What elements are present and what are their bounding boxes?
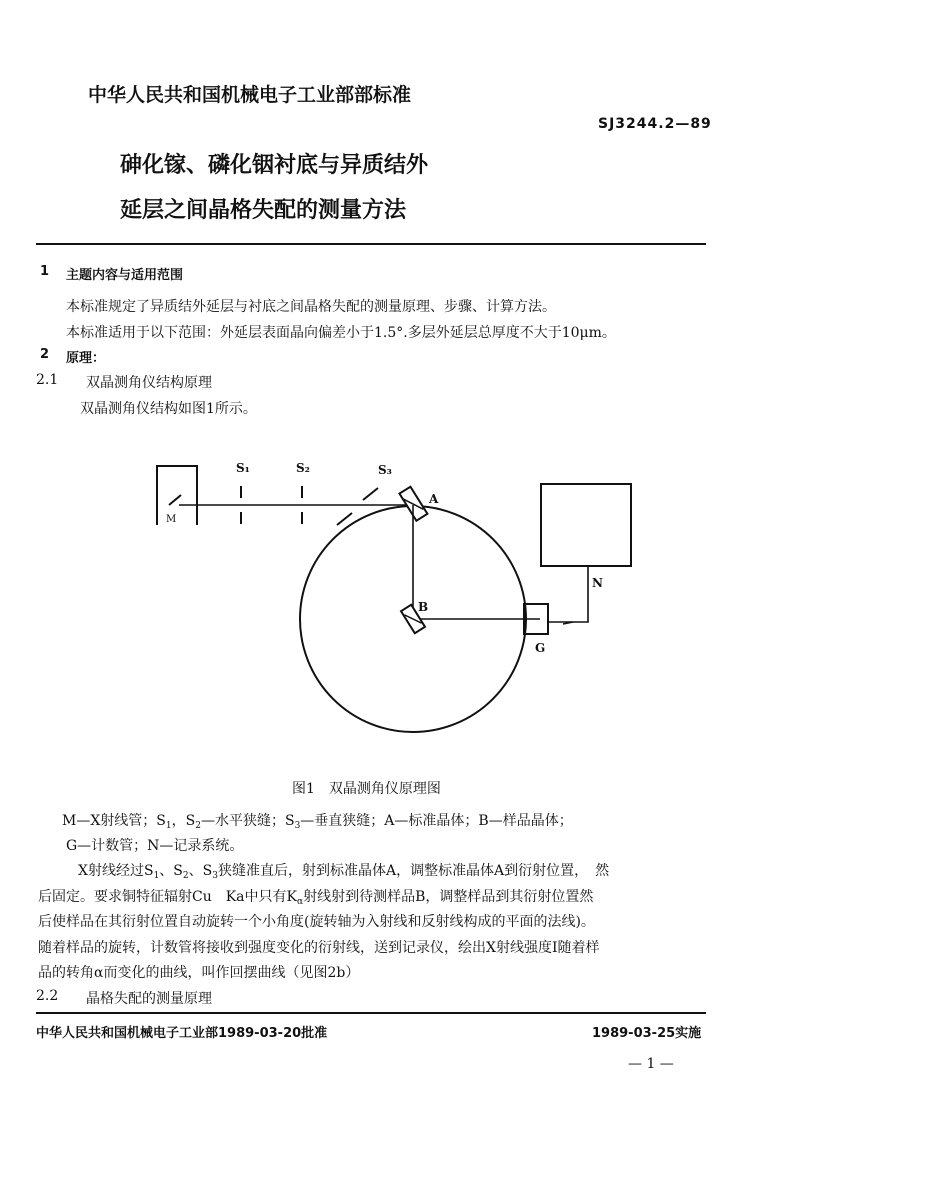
label-m: M — [166, 514, 177, 525]
xray-tube-housing — [157, 466, 197, 525]
issuing-organization: 中华人民共和国机械电子工业部部标准 — [88, 84, 412, 106]
section-1-number: 1 — [40, 264, 50, 279]
paragraph-line-1: X射线经过$S_1$、$S_2$、$S_3$狭缝准直后，射到标准晶体A，调整标准晶体A到衍射位置， 然 — [78, 863, 610, 881]
paragraph-line-3: 后使样品在其衍射位置自动旋转一个小角度(旋转轴为入射线和反射线构成的平面的法线)。 — [38, 914, 595, 930]
footer-divider — [36, 1012, 706, 1014]
label-g: G — [535, 641, 546, 655]
legend-line-2: G—计数管；N—记录系统。 — [66, 838, 244, 854]
recording-system-n — [541, 484, 631, 566]
document-title-line1: 砷化镓、磷化铟衬底与异质结外 — [120, 153, 429, 178]
section-2-number: 2 — [40, 347, 50, 362]
subsection-2-1-number: 2.1 — [36, 372, 59, 388]
label-b: B — [418, 600, 429, 614]
label-a: A — [429, 492, 439, 506]
section-1-title: 主题内容与适用范围 — [66, 268, 184, 283]
section-1-paragraph-1: 本标准规定了异质结外延层与衬底之间晶格失配的测量原理、步骤、计算方法。 — [66, 299, 556, 315]
slit-s3-upper — [363, 488, 378, 500]
subsection-2-2-title: 晶格失配的测量原理 — [86, 991, 212, 1007]
section-1-paragraph-2: 本标准适用于以下范围：外延层表面晶向偏差小于1.5°.多层外延层总厚度不大于10μm。 — [66, 325, 616, 341]
paragraph-line-2: 后固定。要求铜特征辐射Cu Ka中只有$K_\alpha$射线射到待测样品B，调整样品到其衍射位置然 — [38, 889, 594, 907]
label-n: N — [592, 576, 603, 590]
xray-tube-anode — [169, 495, 181, 505]
slit-s3-lower — [337, 513, 352, 525]
paragraph-line-4: 随着样品的旋转，计数管将接收到强度变化的衍射线，送到记录仪，绘出X射线强度I随着样 — [38, 940, 600, 956]
approval-line: 中华人民共和国机械电子工业部1989-03-20批准 — [36, 1026, 328, 1041]
subsection-2-1-text: 双晶测角仪结构如图1所示。 — [80, 401, 257, 417]
page-number: — 1 — — [628, 1056, 674, 1072]
figure-1-caption: 图1 双晶测角仪原理图 — [292, 781, 441, 797]
subsection-2-1-title: 双晶测角仪结构原理 — [86, 375, 212, 391]
paragraph-line-5: 品的转角α而变化的曲线，叫作回摆曲线（见图2b） — [38, 965, 360, 981]
label-s1: S₁ — [236, 461, 250, 475]
label-s3: S₃ — [378, 463, 392, 477]
legend-line-1: M—X射线管；$S_1$，$S_2—$水平狭缝；$S_3—$垂直狭缝；A—标准晶体；B—样品晶体； — [62, 813, 573, 831]
label-s2: S₂ — [296, 461, 310, 475]
standard-code: SJ3244.2—89 — [598, 116, 712, 132]
subsection-2-2-number: 2.2 — [36, 988, 59, 1004]
section-2-title: 原理： — [66, 351, 106, 366]
document-title-line2: 延层之间晶格失配的测量方法 — [120, 198, 407, 223]
effective-date: 1989-03-25实施 — [592, 1026, 702, 1041]
signal-cable — [548, 566, 588, 622]
